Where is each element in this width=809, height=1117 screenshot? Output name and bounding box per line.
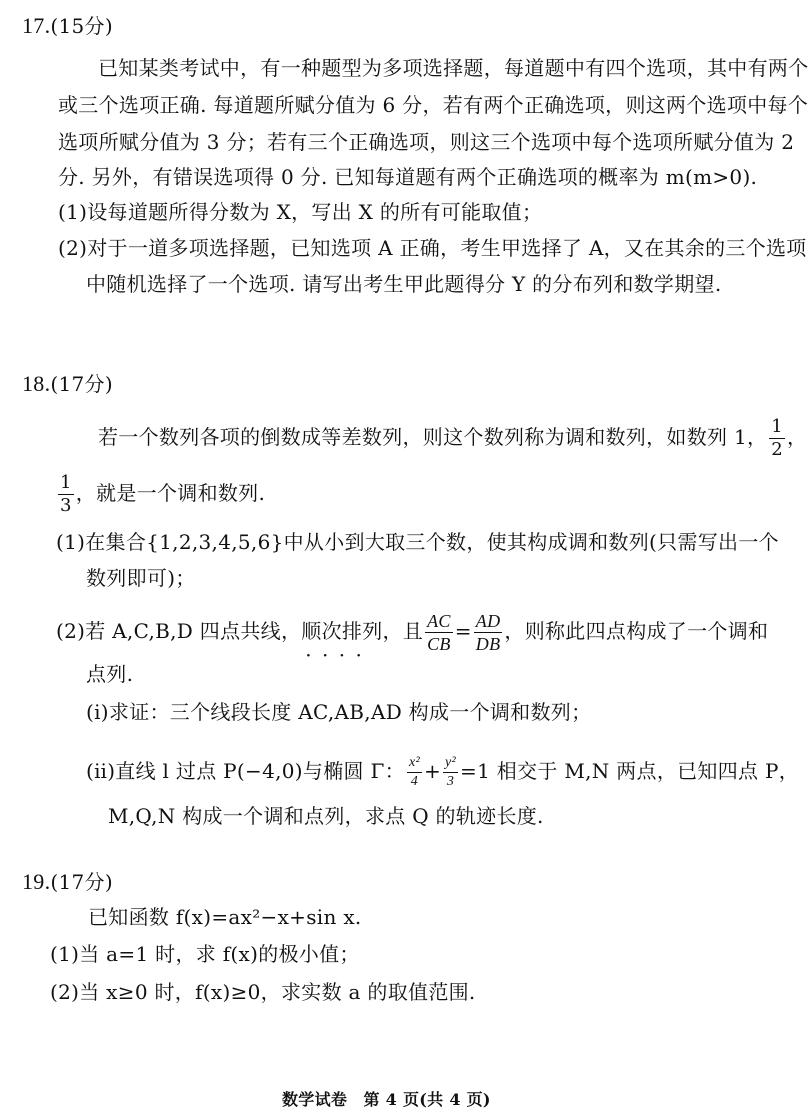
fraction-x-squared-over-4: [407, 756, 422, 789]
fraction-ac-over-cb: [425, 612, 453, 653]
q18-sub-2-line-1: (ⅱ)直线 l 过点 P(−4,0)与椭圆 Γ： $\frac{\text{x²}}{4}$ + $\frac{\text{y²}}{3}$ =1 相交于 M,N 两点，已知四点 P，: [86, 755, 800, 789]
q19-number: 19.: [22, 869, 51, 894]
fraction-numerator: AC: [427, 611, 451, 631]
q18-sub-2-line-2: M,Q,N 构成一个调和点列，求点 Q 的轨迹长度.: [108, 804, 544, 828]
fraction-ad-over-db: [474, 612, 503, 653]
q18-header: [22, 370, 113, 398]
q19-header: [22, 868, 113, 896]
fraction-denominator: 3: [446, 774, 455, 789]
q18-part-1-line-1: (1)在集合{1,2,3,4,5,6}中从小到大取三个数，使其构成调和数列(只需写出一个: [56, 530, 779, 554]
q17-header: [22, 12, 113, 40]
q18-points: (17分): [50, 372, 113, 396]
fraction-denominator: 3: [60, 495, 72, 516]
fraction-numerator: 1: [771, 416, 784, 437]
fraction-one-half: [769, 418, 785, 459]
q17-part-2-line-1: (2)对于一道多项选择题，已知选项 A 正确，考生甲选择了 A，又在其余的三个选项: [58, 236, 807, 260]
q18-part-2-line-1: (2)若 A,C,B,D 四点共线，顺次排列 · · ，且 $\frac{AC}{CB}$ = $\frac{AD}{DB}$ ，则称此四点构成了一个调和: [56, 612, 768, 653]
q17-number: 17.: [22, 13, 51, 38]
q17-part-1: (1)设每道题所得分数为 X，写出 X 的所有可能取值；: [58, 200, 543, 224]
q18-stem-text-b: ，就是一个调和数列.: [75, 481, 266, 505]
fraction-denominator: CB: [427, 634, 451, 654]
q18-part-2-text-c: ，则称此四点构成了一个调和: [504, 619, 769, 643]
q18-sub-1: (ⅰ)求证：三个线段长度 AC,AB,AD 构成一个调和数列；: [86, 700, 592, 724]
fraction-numerator: x²: [407, 756, 422, 773]
q18-stem-line-1: 若一个数列各项的倒数成等差数列，则这个数列称为调和数列，如数列 1， $\frac{1}{2}$ ，: [98, 416, 808, 460]
q18-part-1-line-2: 数列即可)；: [86, 566, 196, 590]
q19-part-2: (2)当 x≥0 时，f(x)≥0，求实数 a 的取值范围.: [50, 980, 476, 1004]
q18-part-2-line-2: 点列.: [86, 662, 134, 686]
fraction-one-third: [58, 474, 74, 515]
q18-sub-2-text-b: =1 相交于 M,N 两点，已知四点 P，: [460, 759, 800, 783]
q18-stem-line-2: [56, 474, 265, 515]
fraction-denominator: 2: [771, 439, 784, 460]
fraction-denominator: DB: [475, 634, 501, 654]
fraction-numerator: 1: [60, 472, 72, 493]
q17-stem-line-3: 选项所赋分值为 3 分；若有三个正确选项，则这三个选项中每个选项所赋分值为 2: [58, 130, 795, 154]
q17-points: (15分): [50, 14, 113, 38]
fraction-y-squared-over-3: [443, 756, 458, 789]
fraction-denominator: 4: [410, 774, 419, 789]
q18-part-2-text-a: (2)若 A,C,B,D 四点共线，: [56, 619, 302, 643]
q17-stem-line-2: 或三个选项正确. 每道题所赋分值为 6 分，若有两个正确选项，则这两个选项中每个: [58, 93, 809, 117]
emphasis-dotted-text: 顺次排列 · ·: [301, 619, 382, 643]
q17-stem-line-4: 分. 另外，有错误选项得 0 分. 已知每道题有两个正确选项的概率为 m(m>0).: [58, 165, 758, 189]
q19-part-1: (1)当 a=1 时，求 f(x)的极小值；: [50, 942, 360, 966]
page-footer: 数学试卷 第 4 页(共 4 页): [282, 1090, 491, 1109]
q19-points: (17分): [50, 870, 113, 894]
q18-sub-2-text-a: (ⅱ)直线 l 过点 P(−4,0)与椭圆 Γ：: [86, 759, 405, 783]
q19-stem: 已知函数 f(x)=ax²−x+sin x.: [88, 905, 362, 929]
q17-stem-line-1: 已知某类考试中，有一种题型为多项选择题，每道题中有四个选项，其中有两个: [98, 56, 809, 80]
fraction-numerator: y²: [443, 756, 458, 773]
q18-stem-text-a: 若一个数列各项的倒数成等差数列，则这个数列称为调和数列，如数列 1，: [98, 425, 768, 449]
q18-part-2-text-b: ，且: [382, 619, 424, 643]
q18-number: 18.: [22, 371, 51, 396]
q17-part-2-line-2: 中随机选择了一个选项. 请写出考生甲此题得分 Y 的分布列和数学期望.: [86, 272, 722, 296]
fraction-numerator: AD: [475, 611, 501, 631]
